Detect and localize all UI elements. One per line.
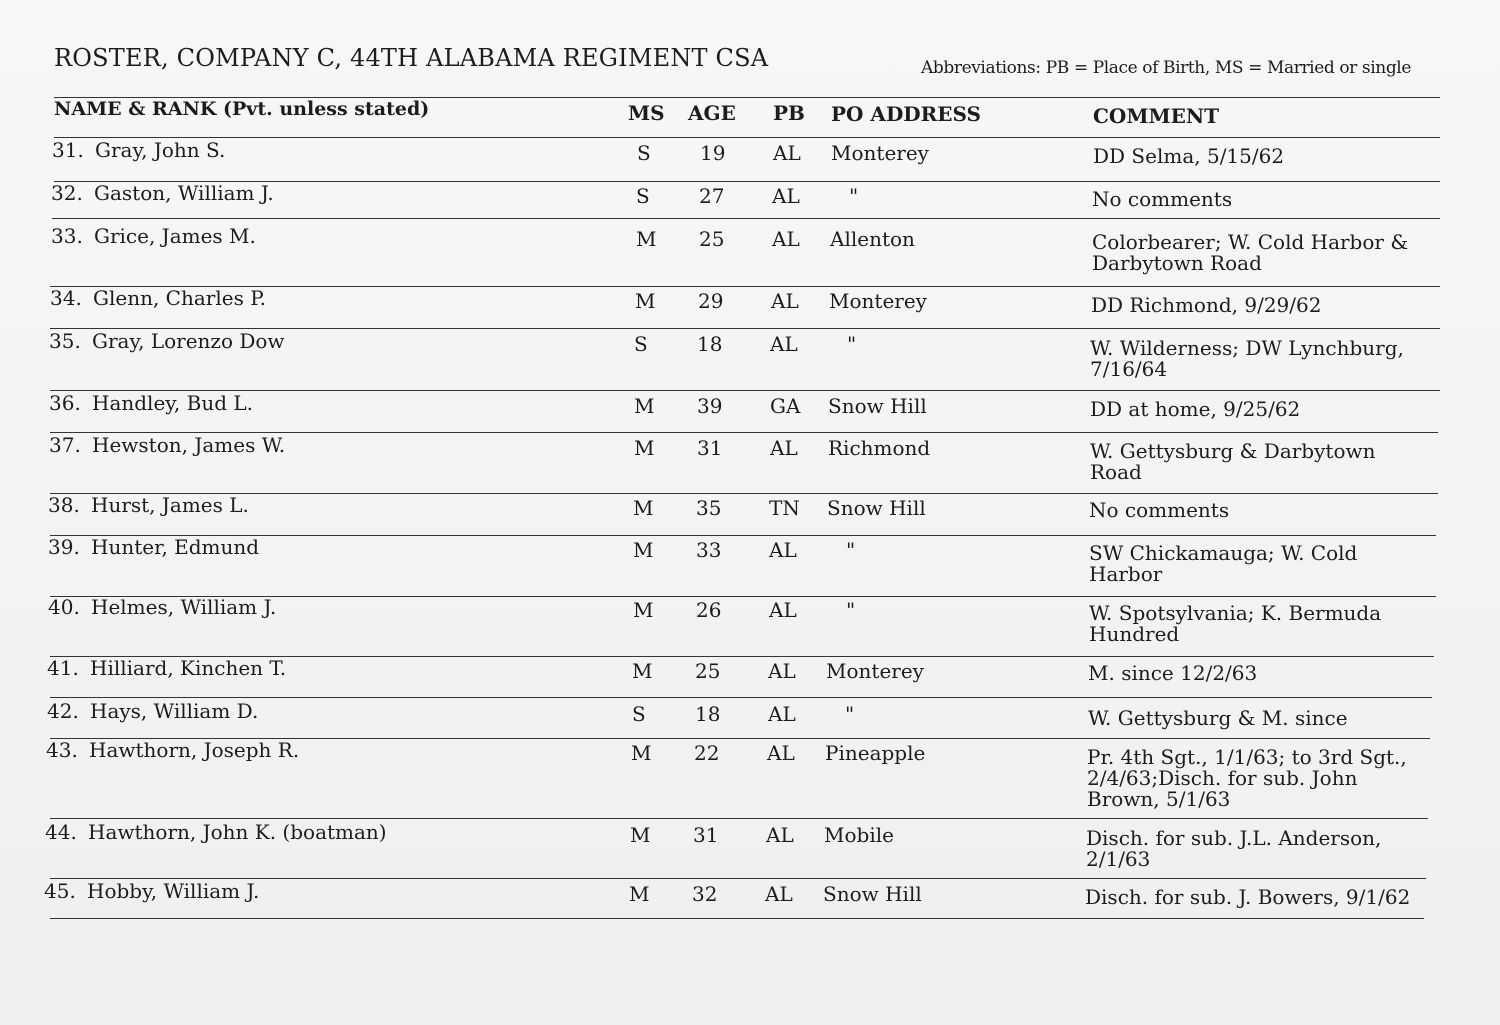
comment-text: Colorbearer; W. Cold Harbor & Darbytown Road bbox=[1092, 230, 1409, 275]
marital-status: M bbox=[629, 882, 650, 906]
comment-text: Disch. for sub. J. Bowers, 9/1/62 bbox=[1085, 885, 1411, 909]
marital-status: M bbox=[633, 496, 654, 520]
po-address: Snow Hill bbox=[828, 394, 927, 418]
column-header-ms: MS bbox=[628, 101, 665, 125]
comment-text: M. since 12/2/63 bbox=[1088, 661, 1258, 685]
soldier-name: Grice, James M. bbox=[94, 224, 256, 248]
age-value: 26 bbox=[696, 598, 722, 622]
marital-status: M bbox=[634, 436, 655, 460]
age-value: 35 bbox=[696, 496, 722, 520]
row-separator-rule bbox=[50, 493, 1438, 494]
header-bottom-rule bbox=[54, 137, 1440, 138]
age-value: 25 bbox=[695, 659, 721, 683]
comment-text: No comments bbox=[1092, 187, 1233, 211]
age-value: 39 bbox=[697, 394, 723, 418]
marital-status: M bbox=[633, 598, 654, 622]
place-of-birth: GA bbox=[770, 394, 801, 418]
soldier-name: Gray, Lorenzo Dow bbox=[92, 329, 285, 353]
soldier-name: Hurst, James L. bbox=[91, 493, 249, 517]
soldier-name: Handley, Bud L. bbox=[92, 391, 254, 415]
comment-text: W. Gettysburg & Darbytown Road bbox=[1090, 439, 1376, 484]
place-of-birth: AL bbox=[765, 882, 793, 906]
place-of-birth: AL bbox=[769, 538, 797, 562]
po-address: Monterey bbox=[826, 659, 924, 683]
soldier-name: Gray, John S. bbox=[95, 138, 226, 162]
column-header-name: NAME & RANK (Pvt. unless stated) bbox=[54, 98, 430, 120]
soldier-name: Hewston, James W. bbox=[92, 433, 286, 457]
comment-text: W. Wilderness; DW Lynchburg, 7/16/64 bbox=[1090, 336, 1404, 381]
place-of-birth: TN bbox=[769, 496, 800, 520]
marital-status: S bbox=[637, 141, 651, 165]
row-number: 31. bbox=[52, 138, 84, 162]
column-header-age: AGE bbox=[688, 101, 736, 125]
po-address: Snow Hill bbox=[823, 882, 922, 906]
comment-text: SW Chickamauga; W. Cold Harbor bbox=[1089, 541, 1358, 586]
age-value: 31 bbox=[693, 823, 719, 847]
marital-status: M bbox=[633, 538, 654, 562]
abbreviations-note: Abbreviations: PB = Place of Birth, MS = Married or single bbox=[921, 58, 1412, 78]
soldier-name: Hilliard, Kinchen T. bbox=[90, 656, 287, 680]
place-of-birth: AL bbox=[766, 823, 794, 847]
column-header-comment: COMMENT bbox=[1093, 104, 1220, 128]
age-value: 33 bbox=[696, 538, 722, 562]
marital-status: M bbox=[632, 659, 653, 683]
age-value: 19 bbox=[700, 141, 726, 165]
marital-status: S bbox=[632, 702, 646, 726]
row-number: 42. bbox=[47, 699, 79, 723]
row-number: 35. bbox=[49, 329, 81, 353]
po-address: Snow Hill bbox=[827, 496, 926, 520]
soldier-name: Hunter, Edmund bbox=[91, 535, 260, 559]
marital-status: M bbox=[635, 289, 656, 313]
po-address: " bbox=[846, 538, 856, 562]
page-title: ROSTER, COMPANY C, 44TH ALABAMA REGIMENT CSA bbox=[54, 44, 769, 72]
age-value: 18 bbox=[695, 702, 721, 726]
soldier-name: Hays, William D. bbox=[90, 699, 259, 723]
row-number: 32. bbox=[51, 181, 83, 205]
column-header-po-address: PO ADDRESS bbox=[831, 102, 981, 126]
po-address: " bbox=[846, 598, 856, 622]
marital-status: S bbox=[636, 184, 650, 208]
row-number: 33. bbox=[51, 224, 83, 248]
soldier-name: Hawthorn, Joseph R. bbox=[89, 738, 300, 762]
place-of-birth: AL bbox=[767, 741, 795, 765]
place-of-birth: AL bbox=[768, 659, 796, 683]
comment-text: W. Spotsylvania; K. Bermuda Hundred bbox=[1089, 601, 1382, 646]
soldier-name: Helmes, William J. bbox=[91, 595, 277, 619]
place-of-birth: AL bbox=[772, 227, 800, 251]
marital-status: S bbox=[634, 332, 648, 356]
soldier-name: Hobby, William J. bbox=[87, 879, 260, 903]
po-address: Monterey bbox=[831, 141, 929, 165]
po-address: Monterey bbox=[829, 289, 927, 313]
row-separator-rule bbox=[52, 218, 1440, 219]
soldier-name: Gaston, William J. bbox=[94, 181, 274, 205]
po-address: " bbox=[847, 332, 857, 356]
marital-status: M bbox=[631, 741, 652, 765]
po-address: Allenton bbox=[830, 227, 915, 251]
row-separator-rule bbox=[50, 918, 1424, 919]
po-address: Richmond bbox=[828, 436, 931, 460]
age-value: 22 bbox=[694, 741, 720, 765]
row-number: 36. bbox=[49, 391, 81, 415]
comment-text: No comments bbox=[1089, 498, 1230, 522]
po-address: " bbox=[845, 702, 855, 726]
comment-text: W. Gettysburg & M. since bbox=[1088, 706, 1348, 730]
comment-text: DD at home, 9/25/62 bbox=[1090, 397, 1301, 421]
age-value: 32 bbox=[692, 882, 718, 906]
column-header-pb: PB bbox=[773, 101, 805, 125]
row-number: 40. bbox=[48, 595, 80, 619]
row-separator-rule bbox=[50, 818, 1428, 819]
soldier-name: Hawthorn, John K. (boatman) bbox=[88, 820, 387, 844]
age-value: 31 bbox=[697, 436, 723, 460]
place-of-birth: AL bbox=[769, 598, 797, 622]
place-of-birth: AL bbox=[772, 184, 800, 208]
row-separator-rule bbox=[50, 390, 1440, 391]
po-address: " bbox=[849, 184, 859, 208]
po-address: Mobile bbox=[824, 823, 894, 847]
row-separator-rule bbox=[50, 697, 1432, 698]
row-number: 41. bbox=[47, 656, 79, 680]
row-number: 45. bbox=[44, 879, 76, 903]
place-of-birth: AL bbox=[770, 436, 798, 460]
row-number: 38. bbox=[48, 493, 80, 517]
marital-status: M bbox=[634, 394, 655, 418]
place-of-birth: AL bbox=[771, 289, 799, 313]
comment-text: DD Richmond, 9/29/62 bbox=[1091, 293, 1322, 317]
row-number: 43. bbox=[46, 738, 78, 762]
marital-status: M bbox=[636, 227, 657, 251]
age-value: 25 bbox=[699, 227, 725, 251]
place-of-birth: AL bbox=[770, 332, 798, 356]
row-number: 39. bbox=[48, 535, 80, 559]
comment-text: DD Selma, 5/15/62 bbox=[1093, 144, 1285, 168]
soldier-name: Glenn, Charles P. bbox=[93, 286, 266, 310]
row-number: 37. bbox=[49, 433, 81, 457]
place-of-birth: AL bbox=[773, 141, 801, 165]
place-of-birth: AL bbox=[768, 702, 796, 726]
row-number: 34. bbox=[50, 286, 82, 310]
row-number: 44. bbox=[45, 820, 77, 844]
comment-text: Pr. 4th Sgt., 1/1/63; to 3rd Sgt., 2/4/63;Disch. for sub. John Brown, 5/1/63 bbox=[1087, 745, 1407, 811]
marital-status: M bbox=[630, 823, 651, 847]
age-value: 18 bbox=[697, 332, 723, 356]
age-value: 27 bbox=[699, 184, 725, 208]
age-value: 29 bbox=[698, 289, 724, 313]
po-address: Pineapple bbox=[825, 741, 926, 765]
comment-text: Disch. for sub. J.L. Anderson, 2/1/63 bbox=[1086, 826, 1382, 871]
